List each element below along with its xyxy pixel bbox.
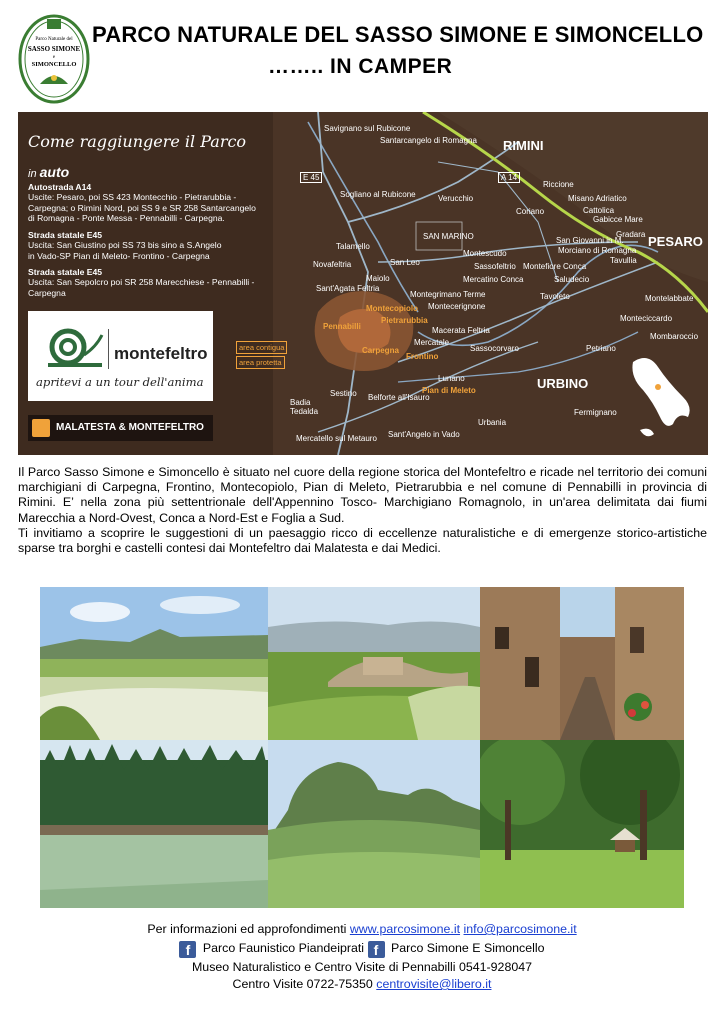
- travel-mode-prefix: in: [28, 168, 37, 180]
- place-label: Macerata Feltria: [432, 326, 490, 335]
- place-label: Petriano: [586, 344, 616, 353]
- visitor-center-email[interactable]: centrovisite@libero.it: [376, 977, 492, 991]
- place-label: Coriano: [516, 207, 545, 216]
- place-label: Sant'Agata Feltria: [316, 284, 380, 293]
- place-label: San Giovanni in M.: [556, 236, 624, 245]
- place-label-park: Frontino: [406, 352, 439, 361]
- route-line: Carpegna; o Rimini Nord, poi SS 9 e SR 258 Santarcangelo: [28, 202, 256, 213]
- photo-picnic-area: [480, 740, 684, 908]
- legend-area-contigua: area contigua: [236, 341, 287, 354]
- place-label-city: PESARO: [648, 234, 703, 249]
- place-label-park: Pennabilli: [323, 322, 361, 331]
- place-label: Mombaroccio: [650, 332, 699, 341]
- place-label: Maiolo: [366, 274, 390, 283]
- place-label: Sassofeltrio: [474, 262, 516, 271]
- route-a14: [28, 182, 268, 224]
- place-label-city: URBINO: [537, 376, 589, 391]
- place-label: Montefiore Conca: [523, 262, 587, 271]
- facebook-icon[interactable]: f: [368, 941, 385, 958]
- place-label: Monteciccardo: [620, 314, 673, 323]
- route-line: Carpegna: [28, 287, 66, 298]
- svg-text:SASSO SIMONE: SASSO SIMONE: [27, 45, 81, 53]
- place-label: Mercatino Conca: [463, 275, 524, 284]
- route-heading: Autostrada A14: [28, 182, 92, 192]
- facebook-page-parco[interactable]: Parco Simone E Simoncello: [390, 941, 545, 955]
- photo-village-street: [480, 587, 684, 740]
- place-label: Santarcangelo di Romagna: [380, 136, 477, 145]
- place-label: Cattolica: [583, 206, 615, 215]
- place-label: Urbania: [478, 418, 507, 427]
- travel-mode: [28, 164, 69, 180]
- place-label: Talamello: [336, 242, 370, 251]
- place-label: Montelabbate: [645, 294, 694, 303]
- place-label: Savignano sul Rubicone: [324, 124, 411, 133]
- route-line: Uscite: Pesaro, poi SS 423 Montecchio - Pietrarubbia -: [28, 192, 237, 203]
- park-description: [18, 465, 707, 556]
- road-label-a14: A 14: [498, 172, 520, 183]
- place-label: Morciano di Romagna: [558, 246, 637, 255]
- page-subtitle: …….. IN CAMPER: [268, 55, 453, 78]
- place-label: Gabicce Mare: [593, 215, 643, 224]
- montefeltro-slogan: apritevi a un tour dell'anima: [36, 375, 204, 389]
- legend-area-protetta: area protetta: [236, 356, 285, 369]
- place-label: Badia Tedalda: [290, 398, 319, 416]
- route-e45-sangiustino: [28, 230, 268, 261]
- info-line: [0, 922, 724, 936]
- photo-sasso-simone: [268, 740, 480, 908]
- place-label: Mercatello sul Metauro: [296, 434, 377, 443]
- place-label: Tavoleto: [540, 292, 570, 301]
- route-heading: Strada statale E45: [28, 267, 103, 277]
- route-heading: Strada statale E45: [28, 230, 103, 240]
- place-label: Saludecio: [554, 275, 590, 284]
- place-label: Mercatale: [414, 338, 450, 347]
- access-map: [18, 112, 708, 455]
- svg-text:SIMONCELLO: SIMONCELLO: [31, 61, 77, 68]
- svg-text:Parco Naturale del: Parco Naturale del: [35, 37, 73, 42]
- place-label: Lunano: [438, 374, 465, 383]
- partner-label: MALATESTA & MONTEFELTRO: [56, 422, 204, 433]
- place-label-park: Pian di Meleto: [422, 386, 476, 395]
- place-label: Riccione: [543, 180, 574, 189]
- website-link[interactable]: www.parcosimone.it: [349, 922, 461, 936]
- facebook-line: [0, 941, 724, 958]
- facebook-page-faunistico[interactable]: Parco Faunistico Piandeiprati: [202, 941, 365, 955]
- route-line: in Vado-SP Pian di Meleto- Frontino - Carpegna: [28, 250, 210, 261]
- road-label-e45: E 45: [300, 172, 322, 183]
- place-label: San Leo: [390, 258, 420, 267]
- place-label: Montescudo: [463, 249, 507, 258]
- place-label: Sassocorvaro: [470, 344, 519, 353]
- email-link[interactable]: info@parcosimone.it: [463, 922, 577, 936]
- photo-lake-forest: [40, 740, 268, 908]
- park-logo: [18, 14, 90, 104]
- facebook-icon[interactable]: f: [179, 941, 196, 958]
- route-e45-sansepolcro: [28, 267, 268, 298]
- svg-text:e: e: [52, 55, 56, 60]
- museum-line: Museo Naturalistico e Centro Visite di Pennabilli 0541-928047: [191, 960, 533, 974]
- travel-mode-label: auto: [39, 164, 70, 180]
- map-heading: Come raggiungere il Parco: [28, 132, 247, 151]
- visitor-center-phone: Centro Visite 0722-75350: [232, 977, 373, 991]
- place-label: Tavullia: [610, 256, 637, 265]
- partner-logo-icon: [32, 419, 50, 437]
- place-label: Sestino: [330, 389, 357, 398]
- route-line: Uscita: San Sepolcro poi SR 258 Marecchiese - Pennabilli -: [28, 277, 255, 288]
- photo-hill-village: [268, 587, 480, 740]
- place-label: SAN MARINO: [423, 232, 474, 241]
- place-label: Novafeltria: [313, 260, 352, 269]
- place-label: Montecerignone: [428, 302, 486, 311]
- place-label-park: Carpegna: [362, 346, 399, 355]
- montefeltro-banner: [28, 311, 213, 401]
- place-label-city: RIMINI: [503, 138, 544, 153]
- place-label: Verucchio: [438, 194, 474, 203]
- place-label: Fermignano: [574, 408, 617, 417]
- partner-banner: [28, 415, 213, 441]
- place-label: Sogliano al Rubicone: [340, 190, 416, 199]
- description-paragraph: Ti invitiamo a scoprire le suggestioni di un paesaggio ricco di eccellenze naturalistiche e di emergenze storico-artistiche sparse tra borghi e castelli contesi dai Montefeltro dai Malatesta e dai Medici.: [18, 525, 707, 556]
- place-label: Belforte all'Isauro: [368, 393, 430, 402]
- place-label: Sant'Angelo in Vado: [388, 430, 460, 439]
- place-label-park: Pietrarubbia: [381, 316, 428, 325]
- photo-meadow: [40, 587, 268, 740]
- snail-logo-icon: [42, 325, 108, 369]
- place-label: Montegrimano Terme: [410, 290, 486, 299]
- route-line: Uscita: San Giustino poi SS 73 bis sino a S.Angelo: [28, 240, 222, 251]
- place-label-park: Montecopiolo: [366, 304, 418, 313]
- route-line: di Romagna - Ponte Messa - Pennabilli - Carpegna.: [28, 213, 225, 224]
- place-label: Gradara: [616, 230, 646, 239]
- place-label: Misano Adriatico: [568, 194, 627, 203]
- info-label: Per informazioni ed approfondimenti: [147, 922, 347, 936]
- page-title: PARCO NATURALE DEL SASSO SIMONE E SIMONCELLO: [92, 22, 704, 47]
- visitor-center-line: [0, 977, 724, 991]
- description-paragraph: Il Parco Sasso Simone e Simoncello è situato nel cuore della regione storica del Montefeltro e ricade nel territorio dei comuni marchigiani di Carpegna, Frontino, Montecopiolo, Pian di Meleto, Pietrarubbia e nel comune di Pennabilli in provincia di Rimini. E’ nella zona più settentrionale dell'Appennino Tosco- Marchigiano Romagnolo, in un'area delimitata dai fiumi Marecchia a Nord-Ovest, Conca a Nord-Est e Foglia a Sud.: [18, 465, 707, 525]
- montefeltro-wordmark: montefeltro: [114, 344, 208, 363]
